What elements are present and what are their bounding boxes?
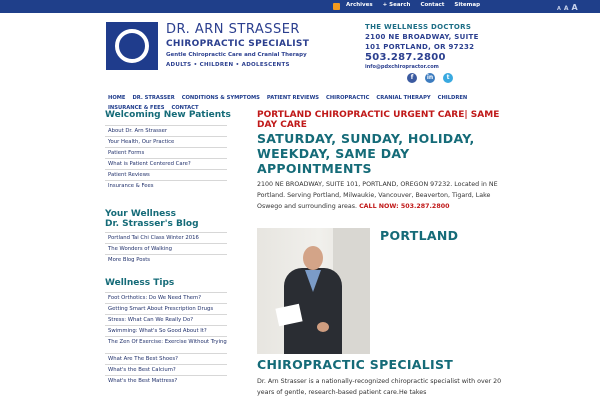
sidebar-item-patient-forms[interactable]: Patient Forms [105,147,227,158]
text-size-small-button[interactable]: A [557,6,561,12]
circle-logo-icon [115,29,149,63]
welcome-list [105,125,227,191]
doctor-photo [257,228,370,354]
patient-groups: ADULTS • CHILDREN • ADOLESCENTS [166,62,290,68]
practice-address [365,22,479,52]
tip-item-prescription-drugs[interactable]: Getting Smart About Prescription Drugs [105,303,227,314]
site-tagline-title: CHIROPRACTIC SPECIALIST [166,39,310,49]
contact-link[interactable]: Contact [420,2,445,8]
tip-item-mattress[interactable]: What's the Best Mattress? [105,375,227,386]
sitemap-link[interactable]: Sitemap [454,2,481,8]
sidebar-item-insurance[interactable]: Insurance & Fees [105,180,227,191]
nav-cranial-therapy[interactable]: CRANIAL THERAPY [376,95,431,101]
wellness-tips-list [105,292,227,386]
address-line-2: 101 PORTLAND, OR 97232 [365,43,475,51]
tip-item-shoes[interactable]: What Are The Best Shoes? [105,353,227,364]
utility-links [346,2,480,8]
nav-patient-reviews[interactable]: PATIENT REVIEWS [266,95,320,101]
text-size-medium-button[interactable]: A [563,5,569,12]
blog-heading-line-2: Dr. Strasser's Blog [105,219,199,229]
twitter-icon[interactable]: t [443,73,453,83]
rss-icon[interactable] [333,3,340,10]
blog-item-more-posts[interactable]: More Blog Posts [105,254,227,265]
welcome-heading: Welcoming New Patients [105,110,231,120]
nav-chiropractic[interactable]: CHIROPRACTIC [326,95,370,101]
email-link[interactable]: info@pdxchiropractor.com [365,64,439,70]
tip-item-swimming[interactable]: Swimming: What's So Good About It? [105,325,227,336]
sidebar-item-patient-centered[interactable]: What is Patient Centered Care? [105,158,227,169]
tip-item-calcium[interactable]: What's the Best Calcium? [105,364,227,375]
tip-item-orthotics[interactable]: Foot Orthotics: Do We Need Them? [105,292,227,303]
nav-insurance-fees[interactable]: INSURANCE & FEES [108,105,165,111]
blog-item-walking[interactable]: The Wonders of Walking [105,243,227,254]
sidebar-item-your-health[interactable]: Your Health, Our Practice [105,136,227,147]
phone-number[interactable]: 503.287.2800 [365,52,446,63]
text-size-controls [557,0,578,12]
blog-item-tai-chi[interactable]: Portland Tai Chi Class Winter 2016 [105,232,227,243]
facebook-icon[interactable]: f [407,73,417,83]
linkedin-icon[interactable]: in [426,74,434,81]
location-paragraph [257,179,507,212]
nav-children[interactable]: CHILDREN [437,95,468,101]
site-subtitle: Gentle Chiropractic Care and Cranial Therapy [166,52,307,58]
tip-item-stress[interactable]: Stress: What Can We Really Do? [105,314,227,325]
wellness-tips-heading: Wellness Tips [105,278,175,288]
sidebar-item-patient-reviews[interactable]: Patient Reviews [105,169,227,180]
urgent-care-heading: PORTLAND CHIROPRACTIC URGENT CARE| SAME DAY CARE [257,110,500,130]
search-link[interactable]: + Search [382,2,411,8]
bio-paragraph: Dr. Arn Strasser is a nationally-recognized chiropractic specialist with over 20 years of gentle, research-based patient care.He takes [257,378,502,396]
appointments-heading: SATURDAY, SUNDAY, HOLIDAY, WEEKDAY, SAME DAY APPOINTMENTS [257,131,475,176]
portland-heading: PORTLAND [380,228,459,243]
nav-conditions[interactable]: CONDITIONS & SYMPTOMS [181,95,260,101]
location-text: 2100 NE BROADWAY, SUITE 101, PORTLAND, OREGON 97232. Located in NE Portland. Serving Portland, Milwaukie, Vancouver, Beaverton, Tigard, Lake Oswego and surrounding areas. [257,181,498,210]
practice-name: THE WELLNESS DOCTORS [365,23,472,31]
top-utility-bar [0,0,600,13]
tip-item-zen-exercise[interactable]: The Zen Of Exercise: Exercise Without Trying [105,336,227,353]
blog-list [105,232,227,265]
call-now-link[interactable]: CALL NOW: 503.287.2800 [359,203,450,210]
blog-heading-line-1: Your Wellness [105,209,176,219]
text-size-large-button[interactable]: A [571,3,578,12]
nav-home[interactable]: HOME [108,95,126,101]
doctor-name[interactable]: DR. ARN STRASSER [166,22,300,37]
chiropractic-specialist-heading: CHIROPRACTIC SPECIALIST [257,357,454,372]
nav-contact[interactable]: CONTACT [171,105,199,111]
address-line-1: 2100 NE BROADWAY, SUITE [365,33,479,41]
archives-link[interactable]: Archives [346,2,373,8]
nav-dr-strasser[interactable]: DR. STRASSER [132,95,175,101]
site-logo[interactable] [106,22,158,70]
sidebar-item-about[interactable]: About Dr. Arn Strasser [105,125,227,136]
